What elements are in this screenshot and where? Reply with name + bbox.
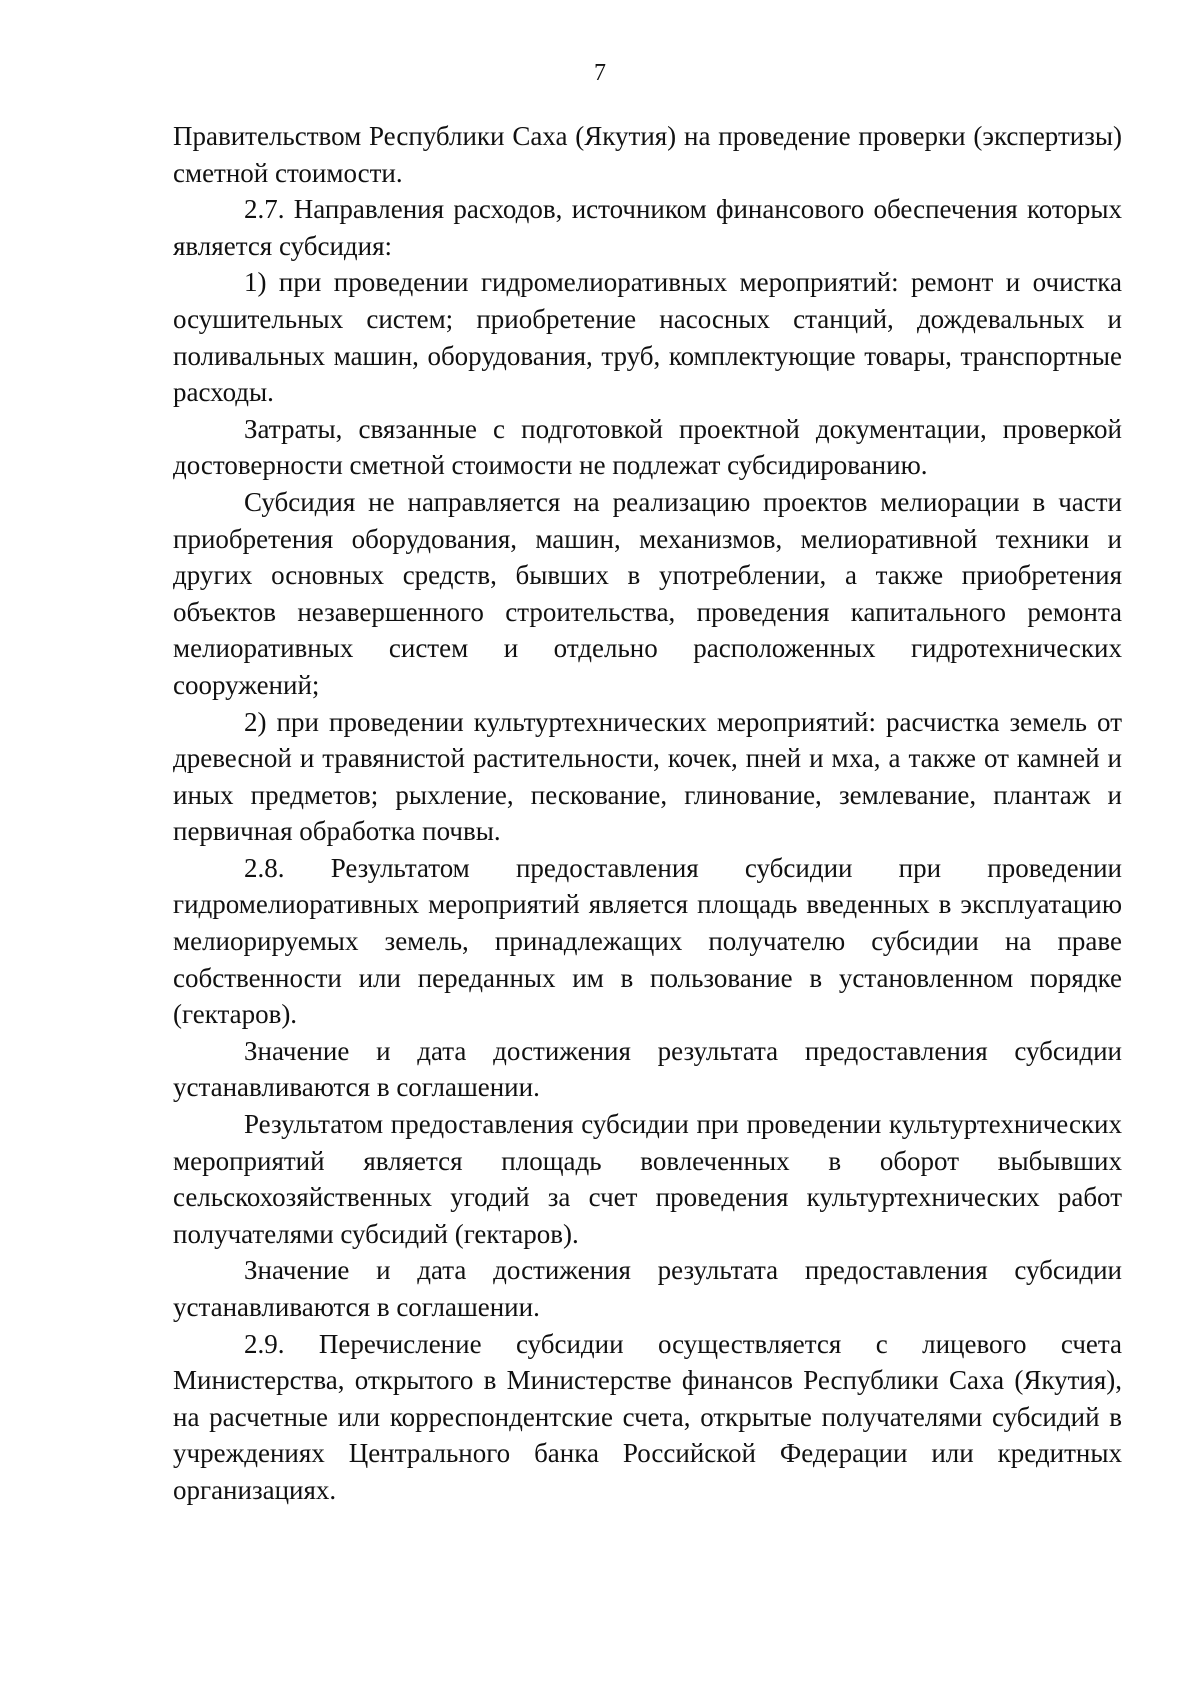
paragraph: 2.9. Перечисление субсидии осуществляется с лицевого счета Министерства, открытого в Министерстве финансов Республики Саха (Якутия), на расчетные или корреспондентские счета, открытые получателями субсидий в учреждениях Центрального банка Российской Федерации или кредитных организациях. <box>173 1328 1122 1505</box>
page-number: 7 <box>594 60 606 86</box>
paragraph: Результатом предоставления субсидии при проведении культуртехнических мероприятий является площадь вовлеченных в оборот выбывших сельскохозяйственных угодий за счет проведения культуртехнических работ получателями субсидий (гектаров). <box>173 1109 1122 1249</box>
paragraph: Субсидия не направляется на реализацию проектов мелиорации в части приобретения оборудования, машин, механизмов, мелиоративной техники и других основных средств, бывших в употреблении, а также приобретения объектов незавершенного строительства, проведения капитального ремонта мелиоративных систем и отдельно расположенных гидротехнических сооружений; <box>173 486 1122 700</box>
paragraph: 2) при проведении культуртехнических мероприятий: расчистка земель от древесной и травянистой растительности, кочек, пней и мха, а также от камней и иных предметов; рыхление, пескование, глинование, землевание, плантаж и первичная обработка почвы. <box>173 706 1122 847</box>
paragraph: Значение и дата достижения результата предоставления субсидии устанавливаются в соглашении. <box>173 1255 1122 1322</box>
paragraph: Значение и дата достижения результата предоставления субсидии устанавливаются в соглашении. <box>173 1035 1122 1103</box>
document-body <box>173 118 1122 1509</box>
paragraph: 2.7. Направления расходов, источником финансового обеспечения которых является субсидия: <box>173 194 1122 261</box>
paragraph: Затраты, связанные с подготовкой проектной документации, проверкой достоверности сметной стоимости не подлежат субсидированию. <box>173 413 1122 481</box>
paragraph: 2.8. Результатом предоставления субсидии при проведении гидромелиоративных мероприятий является площадь введенных в эксплуатацию мелиорируемых земель, принадлежащих получателю субсидии на праве собственности или переданных им в пользование в установленном порядке (гектаров). <box>173 852 1122 1030</box>
paragraph: 1) при проведении гидромелиоративных мероприятий: ремонт и очистка осушительных систем; приобретение насосных станций, дождевальных и поливальных машин, оборудования, труб, комплектующие товары, транспортные расходы. <box>173 267 1122 408</box>
paragraph: Правительством Республики Саха (Якутия) на проведение проверки (экспертизы) сметной стоимости. <box>173 121 1122 188</box>
